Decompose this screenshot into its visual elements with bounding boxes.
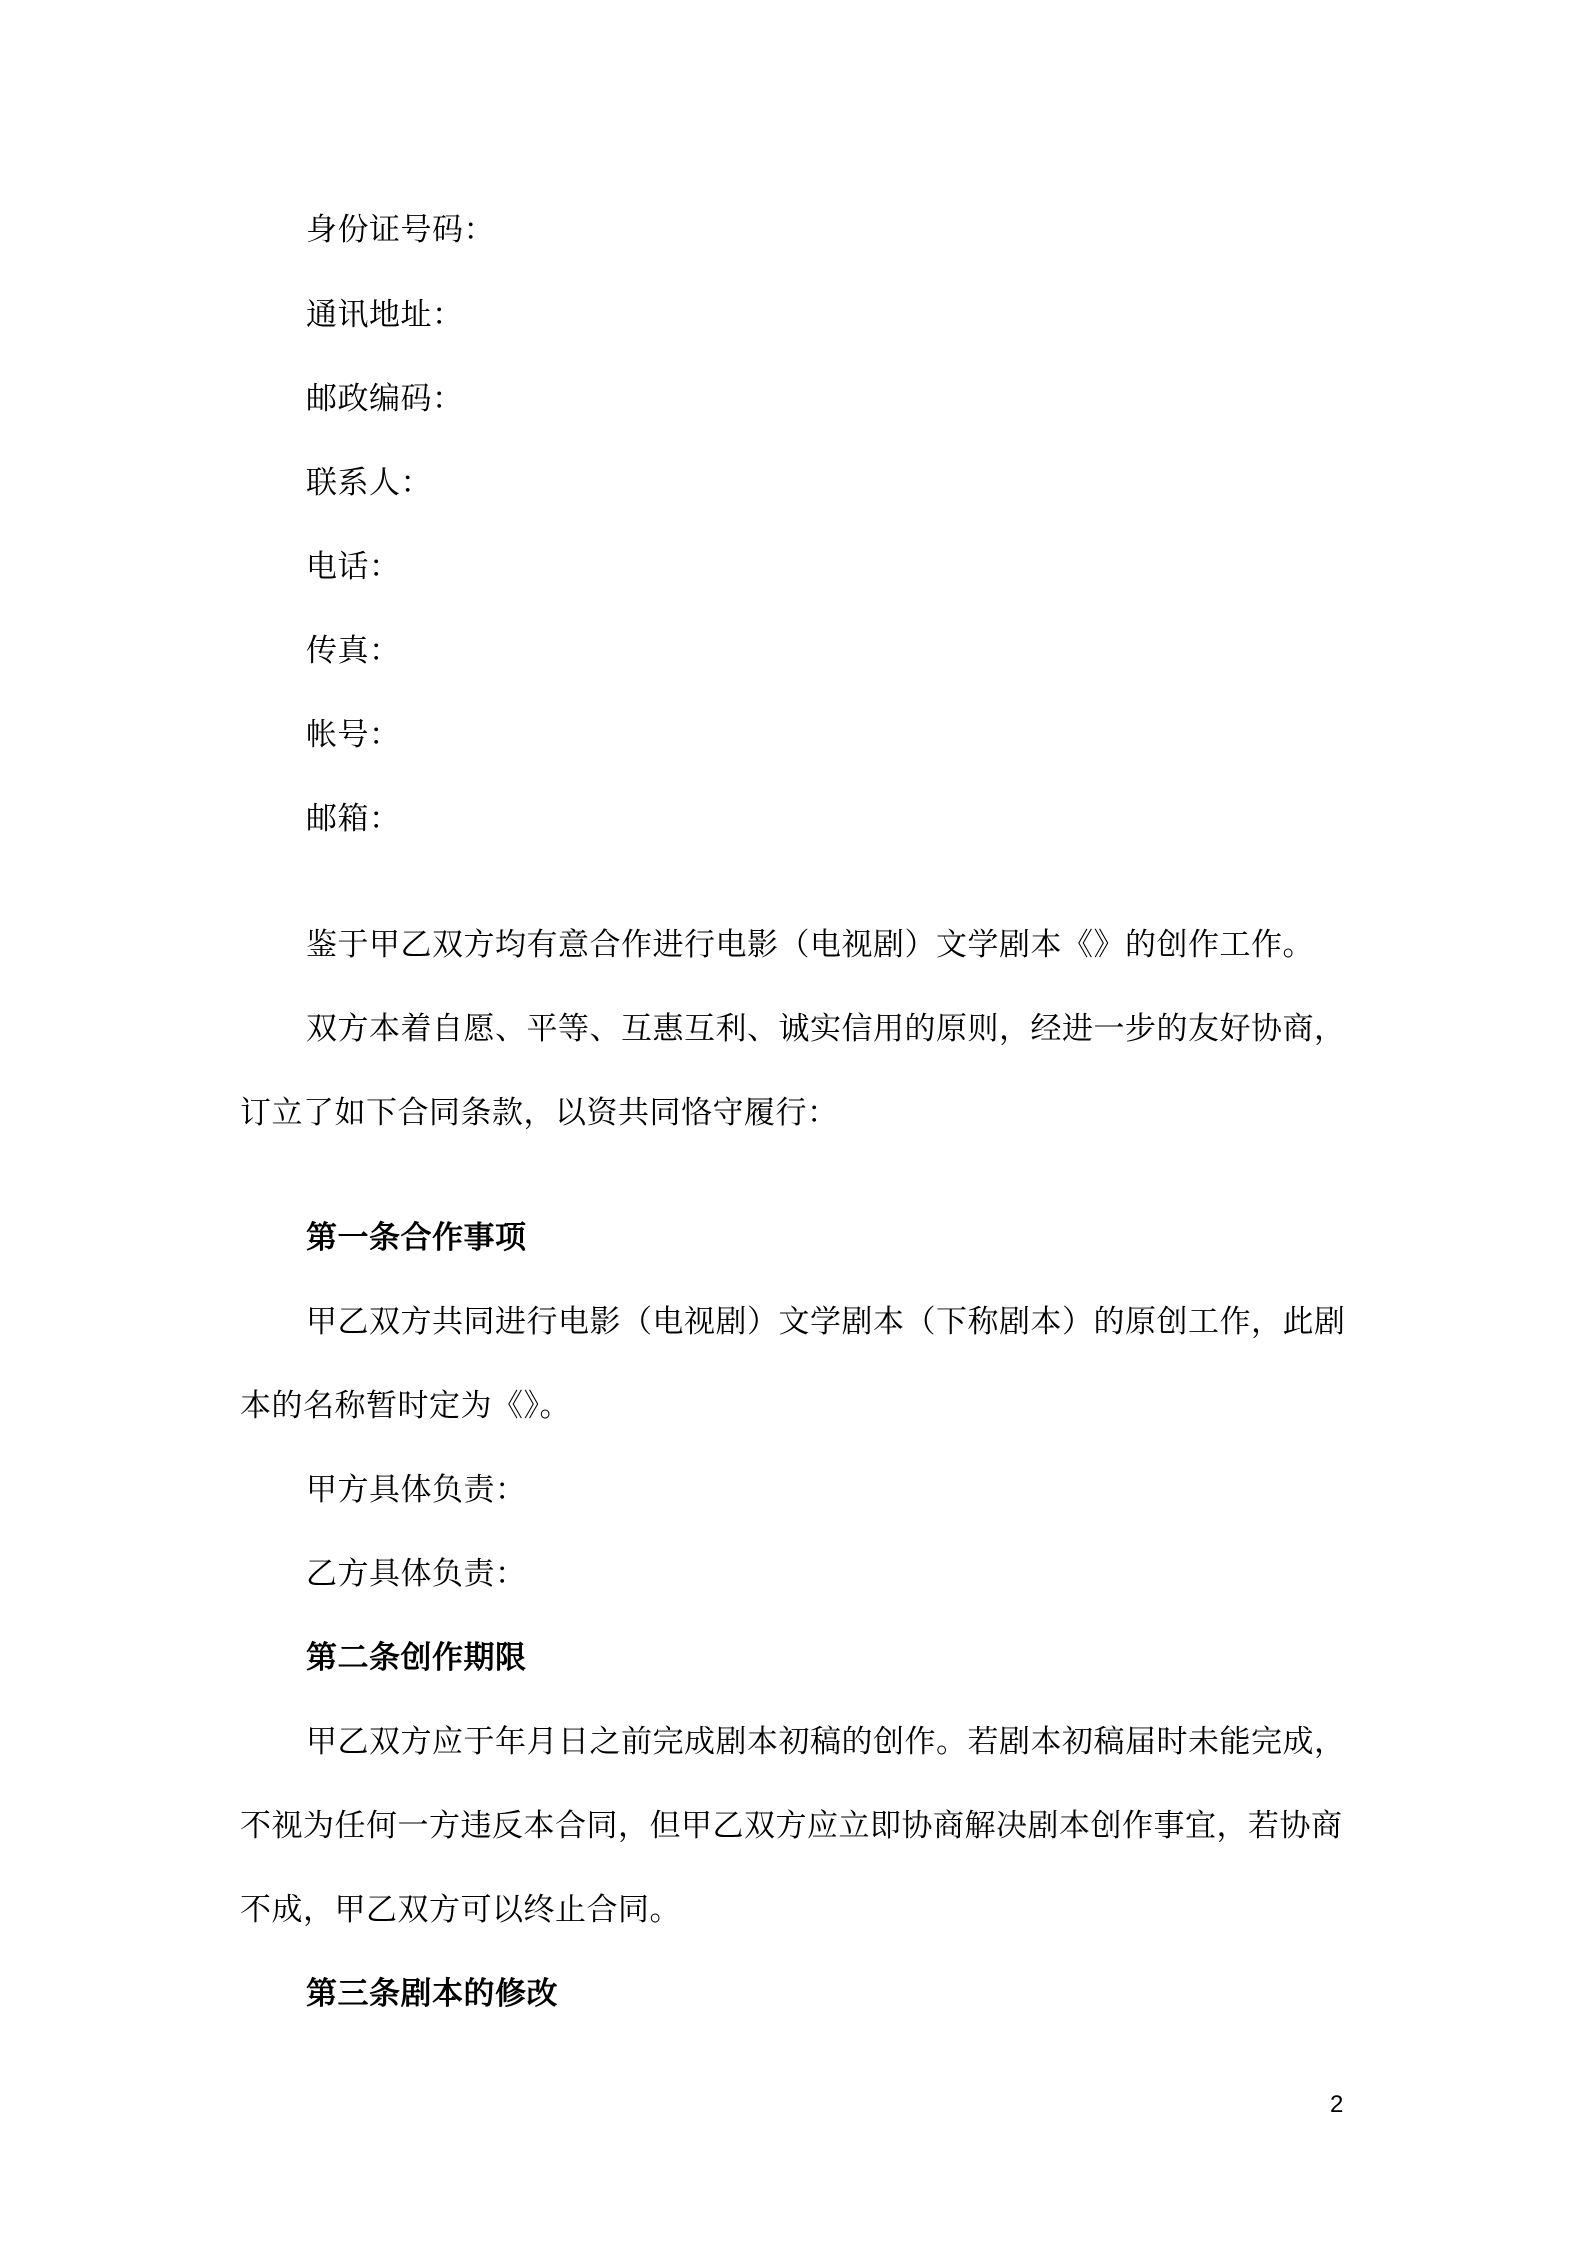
article-1-para-line-1: 甲乙双方共同进行电影（电视剧）文学剧本（下称剧本）的原创工作，此剧 xyxy=(306,1304,1346,1340)
article-2-heading: 第二条创作期限 xyxy=(306,1640,527,1676)
field-email: 邮箱： xyxy=(306,801,401,837)
field-phone: 电话： xyxy=(306,549,401,585)
preamble-line-2: 双方本着自愿、平等、互惠互利、诚实信用的原则，经进一步的友好协商， xyxy=(306,1011,1346,1047)
field-address: 通讯地址： xyxy=(306,297,464,333)
preamble-line-3: 订立了如下合同条款，以资共同恪守履行： xyxy=(240,1095,839,1131)
article-1-party-a: 甲方具体负责： xyxy=(306,1472,527,1508)
field-fax: 传真： xyxy=(306,633,401,669)
article-3-heading: 第三条剧本的修改 xyxy=(306,1976,558,2012)
article-1-party-b: 乙方具体负责： xyxy=(306,1556,527,1592)
field-id-number: 身份证号码： xyxy=(306,212,495,248)
page-number: 2 xyxy=(1330,2091,1344,2118)
article-2-para-line-2: 不视为任何一方违反本合同，但甲乙双方应立即协商解决剧本创作事宜，若协商 xyxy=(240,1808,1343,1844)
article-1-heading: 第一条合作事项 xyxy=(306,1220,527,1256)
field-account: 帐号： xyxy=(306,717,401,753)
article-1-para-line-2: 本的名称暂时定为《》。 xyxy=(240,1388,571,1424)
field-postal-code: 邮政编码： xyxy=(306,381,464,417)
article-2-para-line-1: 甲乙双方应于年月日之前完成剧本初稿的创作。若剧本初稿届时未能完成， xyxy=(306,1724,1346,1760)
article-2-para-line-3: 不成，甲乙双方可以终止合同。 xyxy=(240,1892,681,1928)
field-contact: 联系人： xyxy=(306,465,432,501)
preamble-line-1: 鉴于甲乙双方均有意合作进行电影（电视剧）文学剧本《》的创作工作。 xyxy=(306,927,1314,963)
